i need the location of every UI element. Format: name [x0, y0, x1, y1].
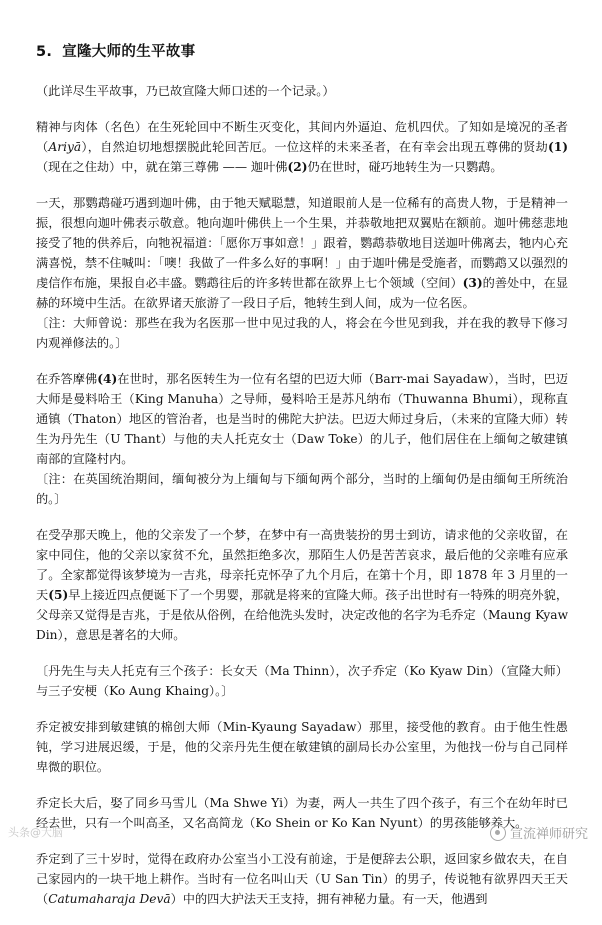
document-page [36, 40, 568, 925]
ariya-term: Ariyā [48, 140, 82, 154]
watermark-right [490, 823, 588, 842]
annotation-2: 〔注：在英国统治期间，缅甸被分为上缅甸与下缅甸两个部分，当时的上缅甸仍是由缅甸王所统治的。〕 [36, 472, 568, 506]
section-number: 5. [36, 44, 53, 60]
footnote-ref-2: (2) [287, 160, 308, 174]
footnote-ref-3: (3) [462, 276, 483, 290]
footnote-ref-4: (4) [97, 372, 118, 386]
paragraph-3: 在乔答摩佛(4)在世时，那名医转生为一位有名望的巴迈大师（Barr-mai Sayadaw），当时，巴迈大师是曼料哈王（King Manuha）之导师，曼料哈王是苏凡纳布（Thuwanna Bhumi），现称直通镇（Thaton）地区的管治者，也是当时的佛陀大护法。巴迈大师过身后，（未来的宣隆大师）转生为丹先生（U Thant）与他的夫人托克女士（Daw Toke）的儿子，他们居住在上缅甸之敏建镇南部的宣隆村内。 [36, 372, 568, 466]
paragraph-2: 一天，那鹦鹉碰巧遇到迦叶佛，由于牠天赋聪慧，知道眼前人是一位稀有的高贵人物，于是精神一振，很想向迦叶佛表示敬意。牠向迦叶佛供上一个生果，并恭敬地把双翼贴在额前。迦叶佛慈悲地接受了牠的供养后，向牠祝福道：「愿你万事如意！」跟着，鹦鹉恭敬地目送迦叶佛离去，牠内心充满喜悦，禁不住喊叫：「噢！我做了一件多么好的事啊！」由于迦叶佛是受施者，而鹦鹉又以强烈的虔信作布施，果报自必丰盛。鹦鹉往后的许多转世都在欲界上七个领域（空间）(3)的善处中，在显赫的环境中生活。在欲界诸天旅游了一段日子后，牠转生到人间，成为一位名医。 [36, 196, 569, 310]
section-title: 宣隆大师的生平故事 [62, 44, 196, 60]
annotation-3: 〔丹先生与夫人托克有三个孩子：长女天（Ma Thinn），次子乔定（Ko Kyaw Din）（宣隆大师）与三子安梗（Ko Aung Khaing）。〕 [36, 664, 568, 698]
paragraph-4: 在受孕那天晚上，他的父亲发了一个梦，在梦中有一高贵装扮的男士到访，请求他的父亲收留，在家中同住，他的父亲以家贫不允，虽然拒绝多次，那陌生人仍是苦苦哀求，最后他的父亲唯有应承了。全家都觉得该梦境为一吉兆，母亲托克怀孕了九个月后，在第十个月，即 1878 年 3 月里的一天(5)早上接近四点便诞下了一个男婴，那就是将来的宣隆大师。孩子出世时有一特殊的明亮外貌，父母亲又觉得是吉兆，于是依从俗例，在给他洗头发时，决定改他的名字为毛乔定（Maung Kyaw Din），意思是著名的大师。 [36, 528, 569, 642]
footnote-ref-5: (5) [48, 588, 69, 602]
section-heading [36, 40, 568, 61]
paragraph-7: 乔定到了三十岁时，觉得在政府办公室当小工没有前途，于是便辞去公职，返回家乡做农夫，在自己家园内的一块干地上耕作。当时有一位名叫山天（U San Tin）的男子，传说牠有欲界四天王天（Catumaharaja Devā）中的四大护法天王支持，拥有神秘力量。有一天，他遇到 [36, 852, 568, 906]
watermark-right-text: 宣流禅师研究 [509, 827, 588, 842]
watermark-logo-icon [490, 825, 506, 841]
paragraph-5: 乔定被安排到敏建镇的棉创大师（Min-Kyaung Sayadaw）那里，接受他的教育。由于他生性愚钝，学习进展迟缓，于是，他的父亲丹先生便在敏建镇的副局长办公室里，为他找一份与自己同样卑微的职位。 [36, 720, 568, 774]
annotation-1: 〔注：大师曾说：那些在我为名医那一世中见过我的人，将会在今世见到我，并在我的教导下修习内观禅修法的。〕 [36, 316, 568, 350]
paragraph-6: 乔定长大后，娶了同乡马雪儿（Ma Shwe Yi）为妻，两人一共生了四个孩子，有三个在幼年时已经去世，只有一个叫高圣，又名高简龙（Ko Shein or Ko Kan Nyunt）的男孩能够养大。 [36, 796, 568, 830]
deva-term: Catumaharaja Devā [48, 892, 171, 906]
footnote-ref-1: (1) [548, 140, 569, 154]
paragraph-1: 精神与肉体（名色）在生死轮回中不断生灭变化，其间内外逼迫、危机四伏。了知如是境况的圣者（Ariyā），自然迫切地想摆脱此轮回苦厄。一位这样的未来圣者，在有幸会出现五尊佛的贤劫(1)（现在之住劫）中，就在第三尊佛 —— 迦叶佛(2)仍在世时，碰巧地转生为一只鹦鹉。 [36, 120, 569, 174]
intro-note: （此详尽生平故事，乃已故宣隆大师口述的一个记录。） [36, 84, 335, 98]
watermark-left: 头条@大脑 [8, 826, 63, 839]
